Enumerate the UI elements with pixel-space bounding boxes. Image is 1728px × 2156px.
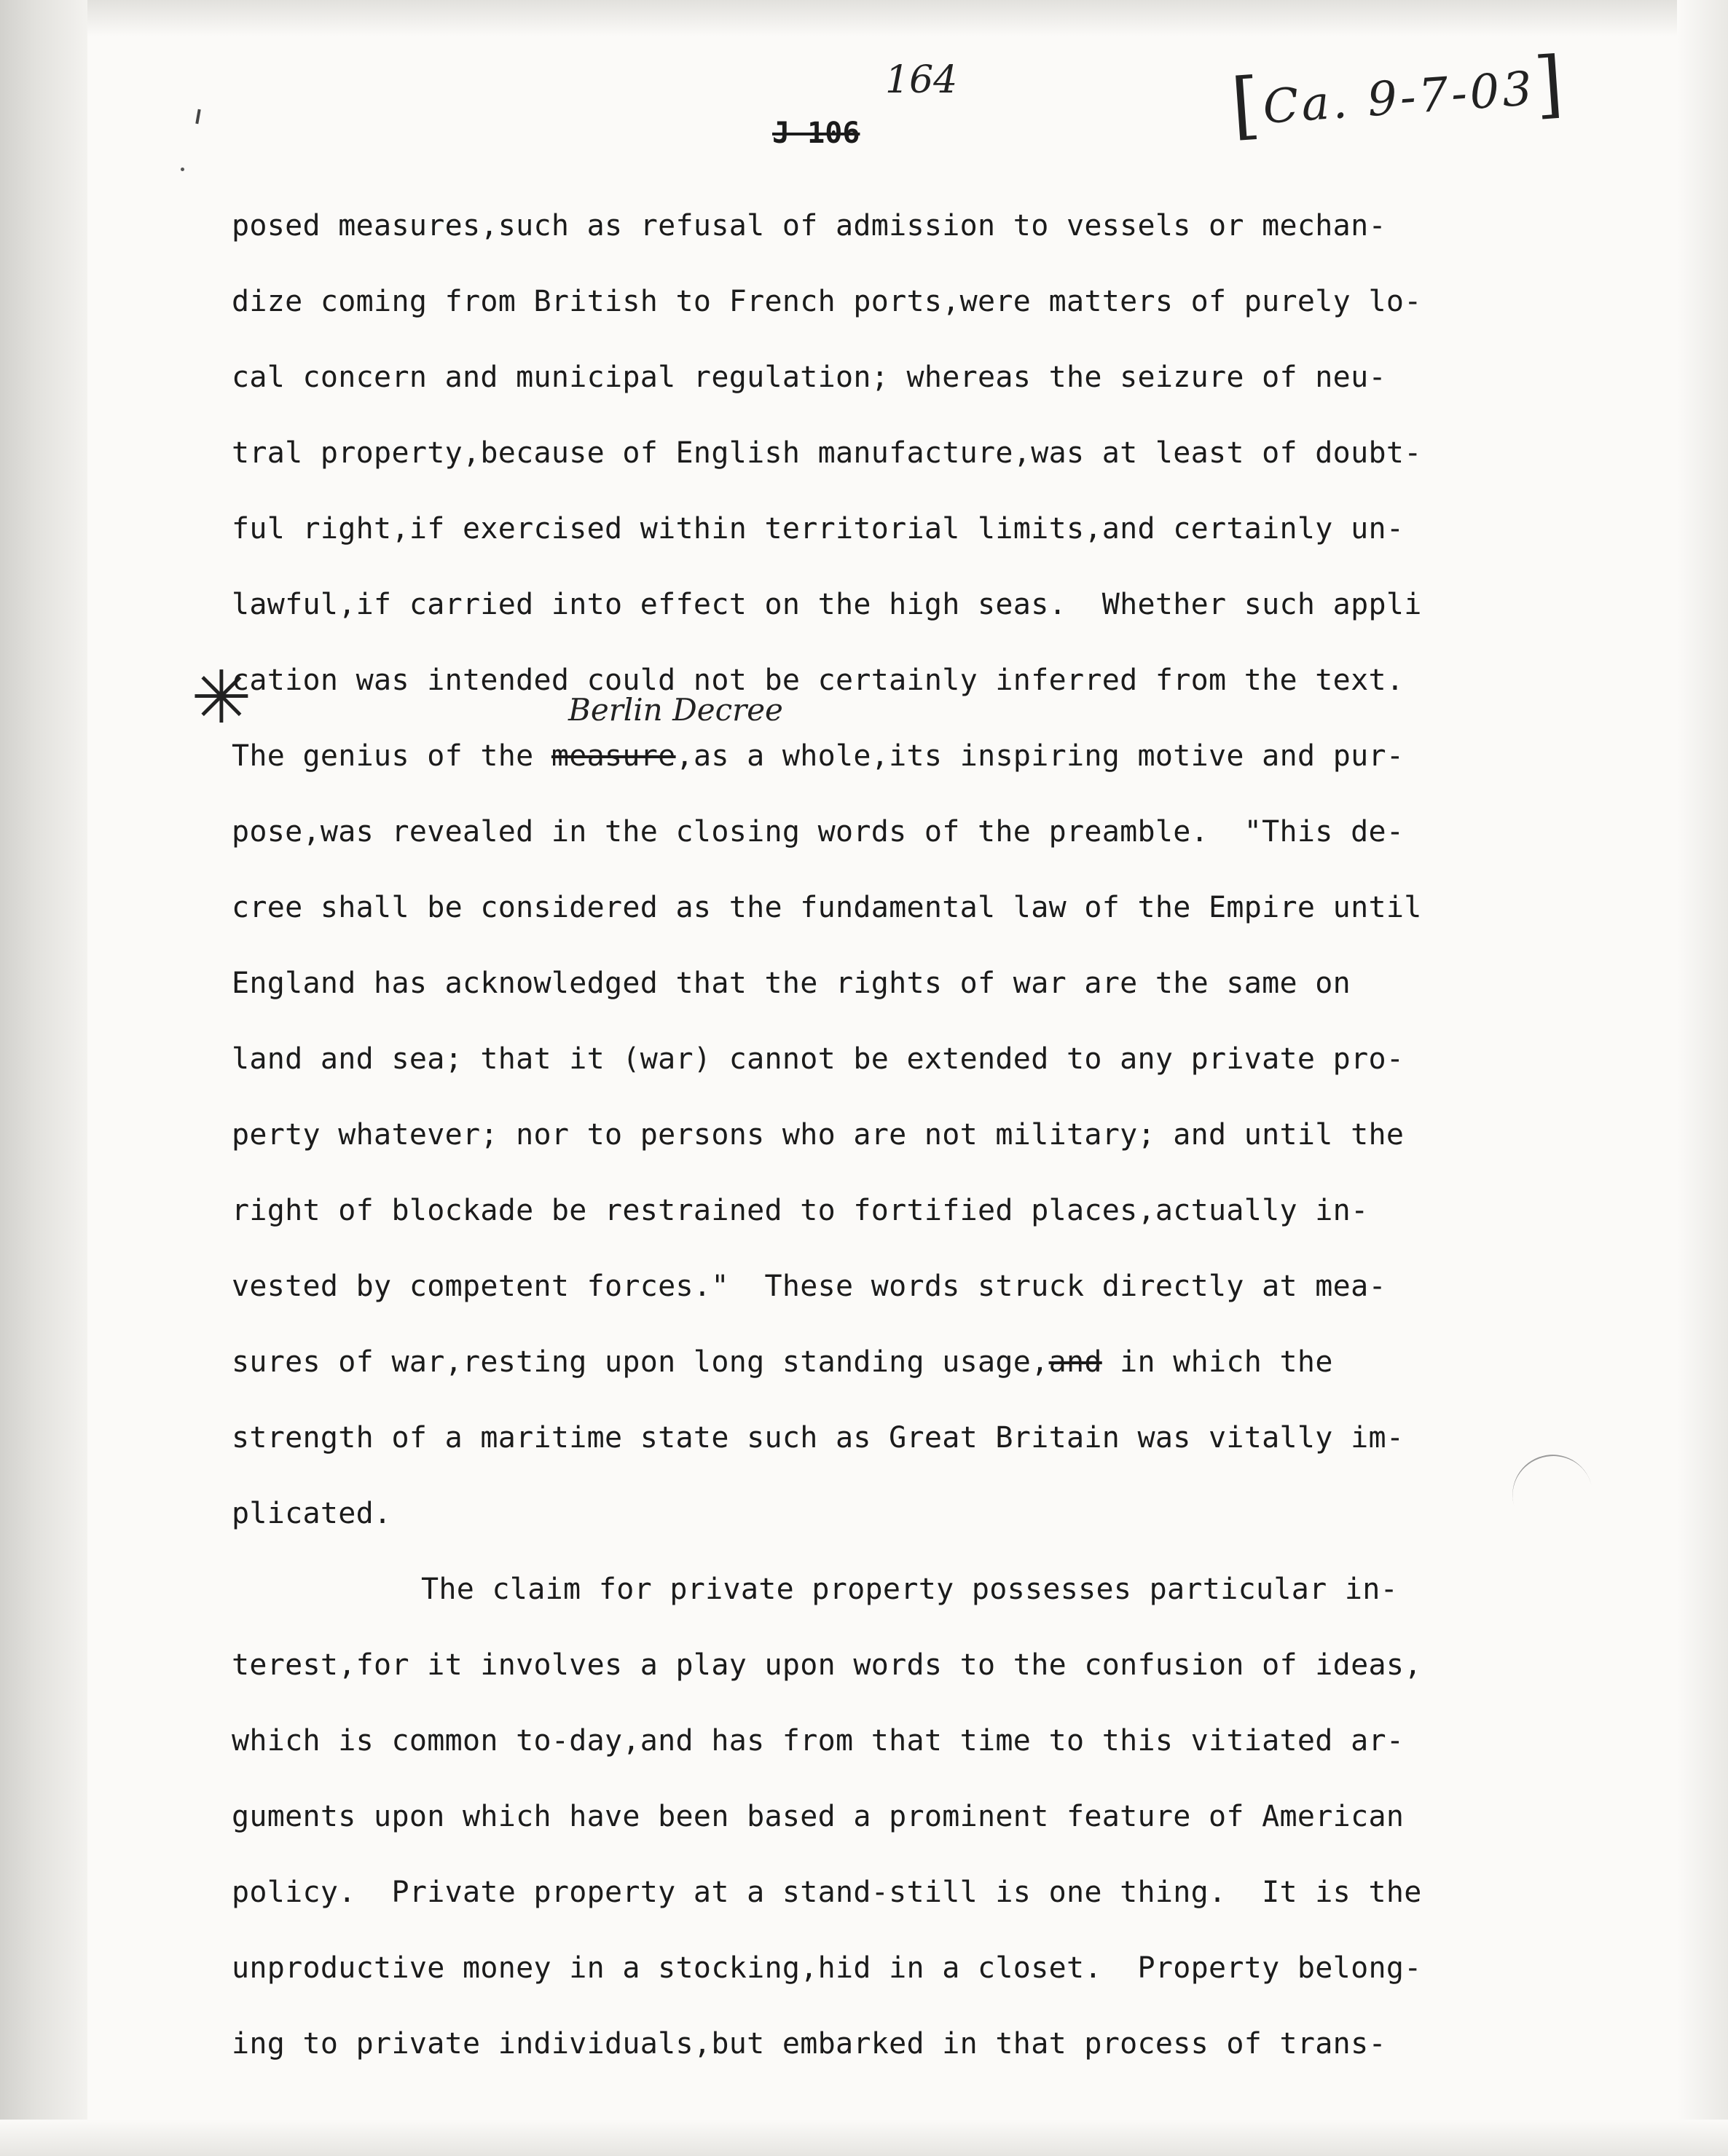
asterisk-mark: ✳ [191,655,252,740]
text-line: England has acknowledged that the rights of war are the same on [232,967,1351,1000]
text-line: cation was intended could not be certainly inferred from the text. [232,664,1405,697]
text-line: pose,was revealed in the closing words of the preamble. "This de- [232,815,1405,849]
margin-tick-mark [195,109,200,124]
archive-bracket-right: ] [1531,40,1569,127]
struck-word: and [1048,1345,1102,1379]
text-line: tral property,because of English manufacture,was at least of doubt- [232,436,1422,470]
text-line: ful right,if exercised within territorial limits,and certainly un- [232,512,1405,546]
archive-bracket-left: [ [1228,61,1266,149]
line-text-after: ,as a whole,its inspiring motive and pur- [675,739,1405,773]
text-line: unproductive money in a stocking,hid in a closet. Property belong- [232,1951,1422,1985]
struck-word: measure [551,739,676,773]
typed-text-body [232,188,1558,2082]
text-line-paragraph-start: The claim for private property possesses particular in- [421,1573,1399,1606]
text-line: terest,for it involves a play upon words to the confusion of ideas, [232,1648,1422,1682]
line-text-after: in which the [1101,1345,1333,1379]
text-line: ing to private individuals,but embarked in that process of trans- [232,2027,1386,2061]
archive-mark-text: Ca. 9-7-03 [1261,62,1537,135]
text-line: plicated. [232,1497,392,1530]
text-line: cal concern and municipal regulation; whereas the seizure of neu- [232,361,1386,394]
text-line: land and sea; that it (war) cannot be extended to any private pro- [232,1042,1405,1076]
text-line: lawful,if carried into effect on the high seas. Whether such appli [232,588,1422,621]
line-text-before: sures of war,resting upon long standing usage, [232,1345,1049,1379]
text-line: vested by competent forces." These words struck directly at mea- [232,1270,1386,1303]
text-line: strength of a maritime state such as Great Britain was vitally im- [232,1421,1405,1455]
text-line: which is common to-day,and has from that time to this vitiated ar- [232,1724,1405,1758]
text-line-with-deletion [232,718,1558,794]
text-line: guments upon which have been based a prominent feature of American [232,1800,1405,1833]
text-line: posed measures,such as refusal of admission to vessels or mechan- [232,209,1386,243]
text-line: dize coming from British to French ports,were matters of purely lo- [232,285,1422,318]
scan-top-edge [0,0,1728,36]
folio-number: 164 [885,58,958,102]
text-line: perty whatever; nor to persons who are not military; and until the [232,1118,1405,1152]
scan-bottom-edge [0,2120,1728,2156]
handwritten-insertion: Berlin Decree [568,692,783,728]
scan-left-shadow [0,0,87,2156]
scan-right-edge [1677,0,1728,2156]
margin-dot-mark [181,168,184,171]
struck-page-number: J 106 [772,117,860,150]
archive-mark [1228,40,1569,149]
line-text-before: The genius of the [232,739,551,773]
text-line: policy. Private property at a stand-still is one thing. It is the [232,1876,1422,1909]
text-line: cree shall be considered as the fundamental law of the Empire until [232,891,1422,924]
text-line-with-deletion [232,1324,1558,1400]
text-line: right of blockade be restrained to fortified places,actually in- [232,1194,1369,1227]
